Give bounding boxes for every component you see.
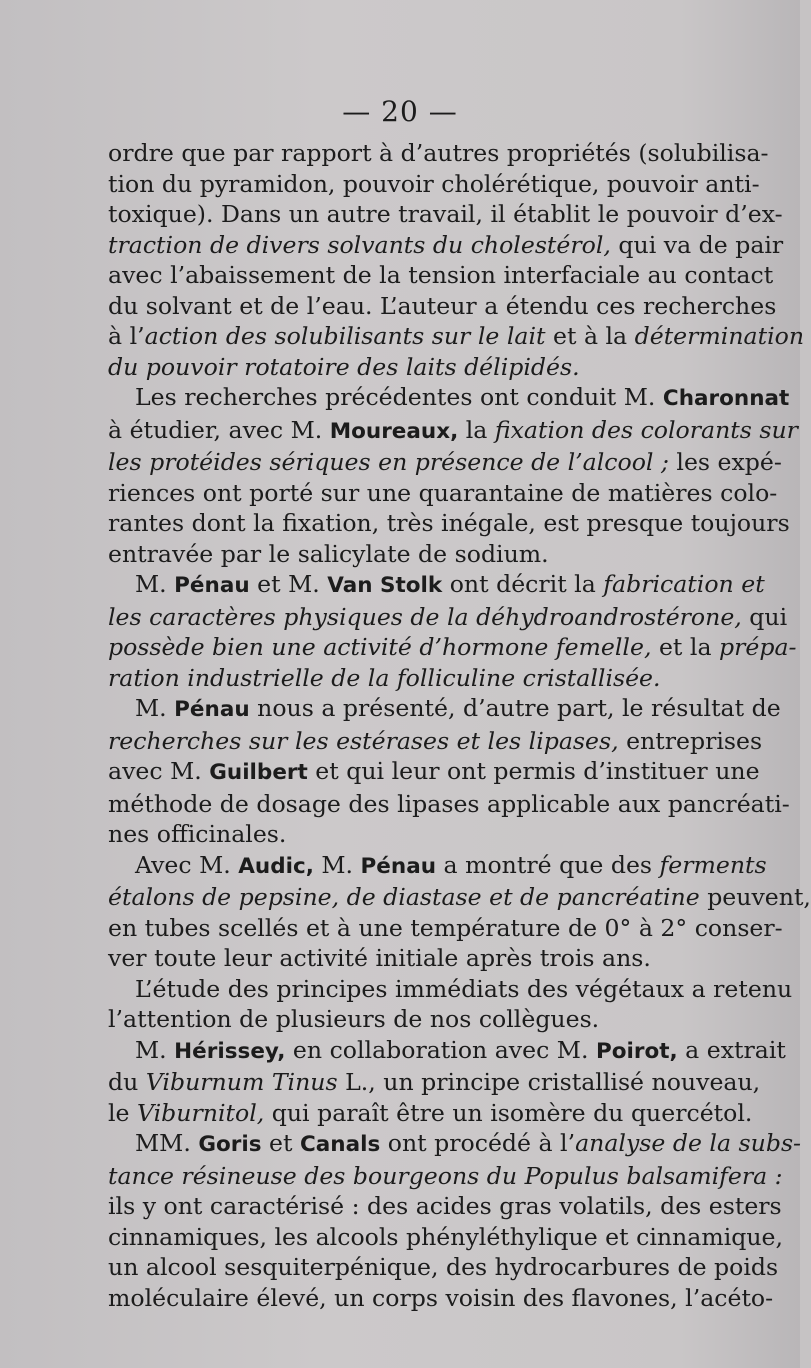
text-line: méthode de dosage des lipases applicable aux pancréati- (108, 789, 790, 818)
text-line: un alcool sesquiterpénique, des hydrocarbures de poids (108, 1253, 779, 1281)
text-line: ordre que par rapport à d’autres propriétés (solubilisa- (108, 139, 769, 167)
italic-phrase: Viburnitol, (137, 1098, 265, 1127)
author-name: Hérissey, (174, 1038, 286, 1064)
text-line: du Viburnum Tinus L., un principe cristallisé nouveau, (108, 1068, 761, 1096)
italic-phrase: du pouvoir rotatoire des laits délipidés. (108, 352, 580, 381)
text-line: ver toute leur activité initiale après trois ans. (108, 944, 651, 972)
text-line: recherches sur les estérases et les lipases, entreprises (108, 726, 763, 755)
author-name: Pénau (174, 573, 250, 598)
text-line: Avec M. Audic, M. Pénau a montré que des ferments (135, 850, 767, 879)
text-line: riences ont porté sur une quarantaine de matières colo- (108, 478, 778, 507)
author-name: Pénau (174, 697, 250, 722)
text-line: le Viburnitol, qui paraît être un isomère du quercétol. (108, 1098, 753, 1127)
text-line (108, 352, 758, 383)
text-line: tion du pyramidon, pouvoir cholérétique, pouvoir anti- (108, 169, 760, 198)
text-line: rantes dont la fixation, très inégale, est presque toujours (108, 509, 790, 537)
italic-phrase: recherches sur les estérases et les lipases, (108, 726, 619, 755)
italic-phrase: action des solubilisants sur le lait (144, 322, 546, 350)
author-name: Guilbert (209, 760, 308, 785)
italic-phrase: ration industrielle de la folliculine cristallisée. (108, 663, 661, 692)
text-line: M. Pénau et M. Van Stolk ont décrit la fabrication et (135, 570, 765, 598)
text-line: nes officinales. (108, 820, 287, 848)
text-line (108, 663, 758, 694)
text-line: M. Hérissey, en collaboration avec M. Poirot, a extrait (135, 1035, 786, 1064)
italic-phrase: Viburnum Tinus (145, 1068, 338, 1096)
text-line: avec M. Guilbert et qui leur ont permis d’instituer une (108, 757, 760, 785)
author-name: Goris (198, 1132, 262, 1157)
text-line: L’étude des principes immédiats des végétaux a retenu (135, 974, 793, 1003)
italic-phrase: les protéides sériques en présence de l’alcool ; (108, 448, 669, 476)
text-line: en tubes scellés et à une température de 0° à 2° conser- (108, 913, 783, 942)
text-line: les protéides sériques en présence de l’alcool ; les expé- (108, 448, 782, 476)
italic-phrase: fixation des colorants sur (494, 415, 798, 444)
text-line: moléculaire élevé, un corps voisin des flavones, l’acéto- (108, 1283, 774, 1312)
author-name: Audic, (238, 853, 314, 879)
text-line: étalons de pepsine, de diastase et de pancréatine peuvent, (108, 883, 811, 911)
italic-phrase: prépa- (719, 633, 797, 661)
text-line: entravée par le salicylate de sodium. (108, 539, 549, 568)
text-line: cinnamiques, les alcools phényléthylique et cinnamique, (108, 1222, 784, 1251)
text-line: avec l’abaissement de la tension interfaciale au contact (108, 261, 774, 289)
page-number: — 20 — (342, 95, 458, 128)
text-line: à étudier, avec M. Moureaux, la fixation des colorants sur (108, 415, 798, 444)
italic-phrase: fabrication et (603, 570, 765, 598)
author-name: Pénau (360, 853, 437, 879)
italic-phrase: les caractères physiques de la déhydroandrostérone, (108, 602, 742, 631)
text-line: M. Pénau nous a présenté, d’autre part, le résultat de (135, 694, 781, 722)
text-line: l’attention de plusieurs de nos collègues. (108, 1005, 600, 1033)
text-line (108, 1161, 783, 1192)
author-name: Moureaux, (329, 418, 459, 444)
italic-phrase: étalons de pepsine, de diastase et de pancréatine (108, 883, 700, 911)
italic-phrase: ferments (659, 850, 767, 879)
italic-phrase: analyse de la subs- (575, 1129, 802, 1157)
italic-phrase: détermination (634, 322, 805, 350)
text-line: Les recherches précédentes ont conduit M. Charonnat (135, 383, 790, 411)
italic-phrase: possède bien une activité d’hormone femelle, (108, 633, 652, 661)
text-line: possède bien une activité d’hormone femelle, et la prépa- (108, 633, 797, 661)
italic-phrase: traction de divers solvants du cholestérol, (108, 230, 611, 259)
author-name: Van Stolk (327, 573, 443, 598)
author-name: Charonnat (662, 386, 790, 411)
text-line: ils y ont caractérisé : des acides gras volatils, des esters (108, 1192, 782, 1220)
author-name: Poirot, (595, 1038, 678, 1064)
text-line: traction de divers solvants du cholestérol, qui va de pair (108, 230, 784, 259)
text-line: toxique). Dans un autre travail, il établit le pouvoir d’ex- (108, 200, 783, 228)
italic-phrase: tance résineuse des bourgeons du Populus balsamifera : (108, 1161, 783, 1190)
text-line: MM. Goris et Canals ont procédé à l’analyse de la subs- (135, 1129, 802, 1157)
text-line: les caractères physiques de la déhydroandrostérone, qui (108, 602, 788, 631)
body-text (108, 138, 811, 1313)
text-line: à l’action des solubilisants sur le lait et à la détermination (108, 322, 805, 350)
author-name: Canals (299, 1132, 381, 1157)
text-line: du solvant et de l’eau. L’auteur a étendu ces recherches (108, 291, 777, 320)
